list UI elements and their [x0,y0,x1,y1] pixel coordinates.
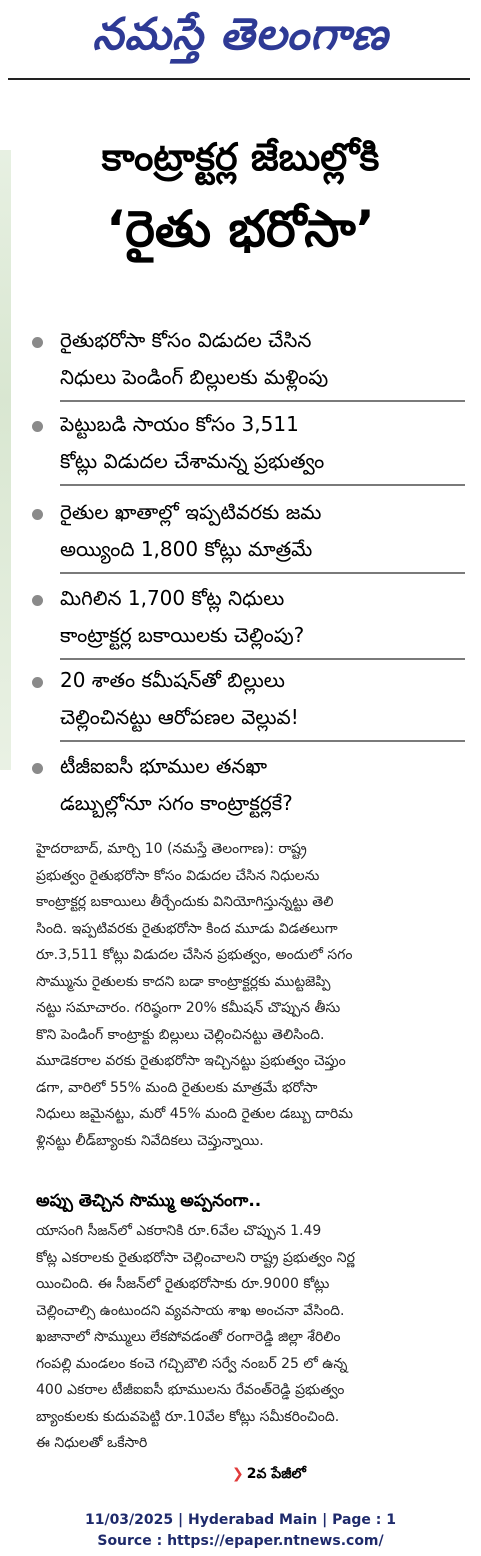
footer-edition-info: 11/03/2025 | Hyderabad Main | Page : 1 [84,1512,397,1528]
continued-label: 2వ పేజీలో [246,1466,306,1482]
body-line: కొని పెండింగ్ కాంట్రాక్టు బిల్లులు చెల్లించినట్టు తెలిసింది. [36,1026,325,1043]
article-subheading: అప్పు తెచ్చిన సొమ్ము అప్పనంగా.. [36,1191,262,1211]
bullet-line: మిగిలిన 1,700 కోట్ల నిధులు [60,586,285,610]
body-line: కాంట్రాక్టర్ల బకాయిలు తీర్చేందుకు వినియోగిస్తున్నట్టు తెలి [36,894,334,910]
body-line: యాసంగి సీజన్‌లో ఎకరానికి రూ.6వేల చొప్పున 1.49 [36,1223,322,1239]
bullet-divider [60,572,465,574]
body-line: నట్టు సమాచారం. గరిష్ఠంగా 20% కమీషన్ చొప్పున తీసు [36,1000,341,1016]
bullet-line: కోట్లు విడుదల చేశామన్న ప్రభుత్వం [60,449,325,473]
body-line: ప్రభుత్వం రైతుభరోసా కోసం విడుదల చేసిన నిధులను [36,867,320,884]
bullet-line: రైతుభరోసా కోసం విడుదల చేసిన [60,328,312,352]
bullet-icon [32,337,43,348]
bullet-line: రైతుల ఖాతాల్లో ఇప్పటివరకు జమ [60,500,322,524]
body-line: చెల్లించాల్సి ఉంటుందని వ్యవసాయ శాఖ అంచనా వేసింది. [36,1302,345,1319]
headline-line-1: కాంట్రాక్టర్ల జేబుల్లోకి [101,135,380,179]
body-line: 400 ఎకరాల టీజీఐఐసీ భూములను రేవంత్‌రెడ్డి ప్రభుత్వం [36,1382,345,1398]
footer-source-link[interactable]: Source : https://epaper.ntnews.com/ [97,1533,384,1549]
bullet-line: నిధులు పెండింగ్ బిల్లులకు మళ్లింపు [60,365,329,389]
body-line: నిధులు జమైనట్టు, మరో 45% మంది రైతుల డబ్బు దారిమ [36,1106,353,1122]
bullet-line: చెల్లించినట్టు ఆరోపణల వెల్లువ! [60,705,299,729]
masthead-divider [8,78,470,80]
body-line: గంపల్లి మండలం కంచె గచ్చిబౌలి సర్వే నంబర్ 25 లో ఉన్న [36,1355,348,1372]
body-line: ఖజానాలో సొమ్ములు లేకపోవడంతో రంగారెడ్డి జిల్లా శేరిలిం [36,1329,341,1345]
body-line: రూ.3,511 కోట్లు విడుదల చేసిన ప్రభుత్వం, అందులో సగం [36,947,353,963]
body-line: హైదరాబాద్, మార్చి 10 (నమస్తే తెలంగాణ): రాష్ట్ర [36,841,307,857]
bullet-icon [32,595,43,606]
bullet-icon [32,677,43,688]
bullet-line: కాంట్రాక్టర్ల బకాయిలకు చెల్లింపు? [60,623,305,647]
bullet-line: డబ్బుల్లోనూ సగం కాంట్రాక్టర్లకే? [60,791,293,815]
bullet-line: పెట్టుబడి సాయం కోసం 3,511 [60,412,299,436]
body-line: ఈ నిధులతో ఒకేసారి [36,1435,148,1451]
bullet-line: అయ్యింది 1,800 కోట్లు మాత్రమే [60,537,313,561]
bullet-divider [60,484,465,486]
bullet-line: 20 శాతం కమీషన్‌తో బిల్లులు [60,668,285,692]
body-line: డగా, వారిలో 55% మంది రైతులకు మాత్రమే భరోసా [36,1079,318,1096]
headline-line-2: ‘రైతు భరోసా’ [106,200,375,258]
continued-on-page [232,1466,306,1485]
body-line: మూడెకరాల వరకు రైతుభరోసా ఇచ్చినట్టు ప్రభుత్వం చెప్తుం [36,1053,346,1069]
bullet-icon [32,421,43,432]
bullet-divider [60,400,465,402]
bullet-line: టీజీఐఐసీ భూముల తనఖా [60,754,268,778]
body-line: యించింది. ఈ సీజన్‌లో రైతుభరోసాకు రూ.9000 కోట్లు [36,1276,330,1292]
bullet-icon [32,509,43,520]
article-body-paragraph [36,1218,466,1457]
body-line: కోట్ల ఎకరాలకు రైతుభరోసా చెల్లించాలని రాష్ట్ర ప్రభుత్వం నిర్ణ [36,1249,355,1266]
body-line: బ్యాంకులకు కుదువపెట్టి రూ.10వేల కోట్లు సమీకరించింది. [36,1408,340,1425]
body-line: సింది. ఇప్పటివరకు రైతుభరోసా కింద మూడు విడతలుగా [36,920,338,937]
article-body-paragraph [36,836,466,1154]
bullet-divider [60,740,465,742]
chevron-right-icon: ❯ [232,1466,244,1482]
bullet-icon [32,763,43,774]
bullet-divider [60,658,465,660]
body-line: సొమ్మును రైతులకు కాదని బడా కాంట్రాక్టర్లకు ముట్టజెప్పి [36,973,331,990]
body-line: ళ్లినట్టు లీడ్‌బ్యాంకు నివేదికలు చెప్తున్నాయి. [36,1132,264,1149]
newspaper-masthead: నమస్తే తెలంగాణ [92,9,389,60]
